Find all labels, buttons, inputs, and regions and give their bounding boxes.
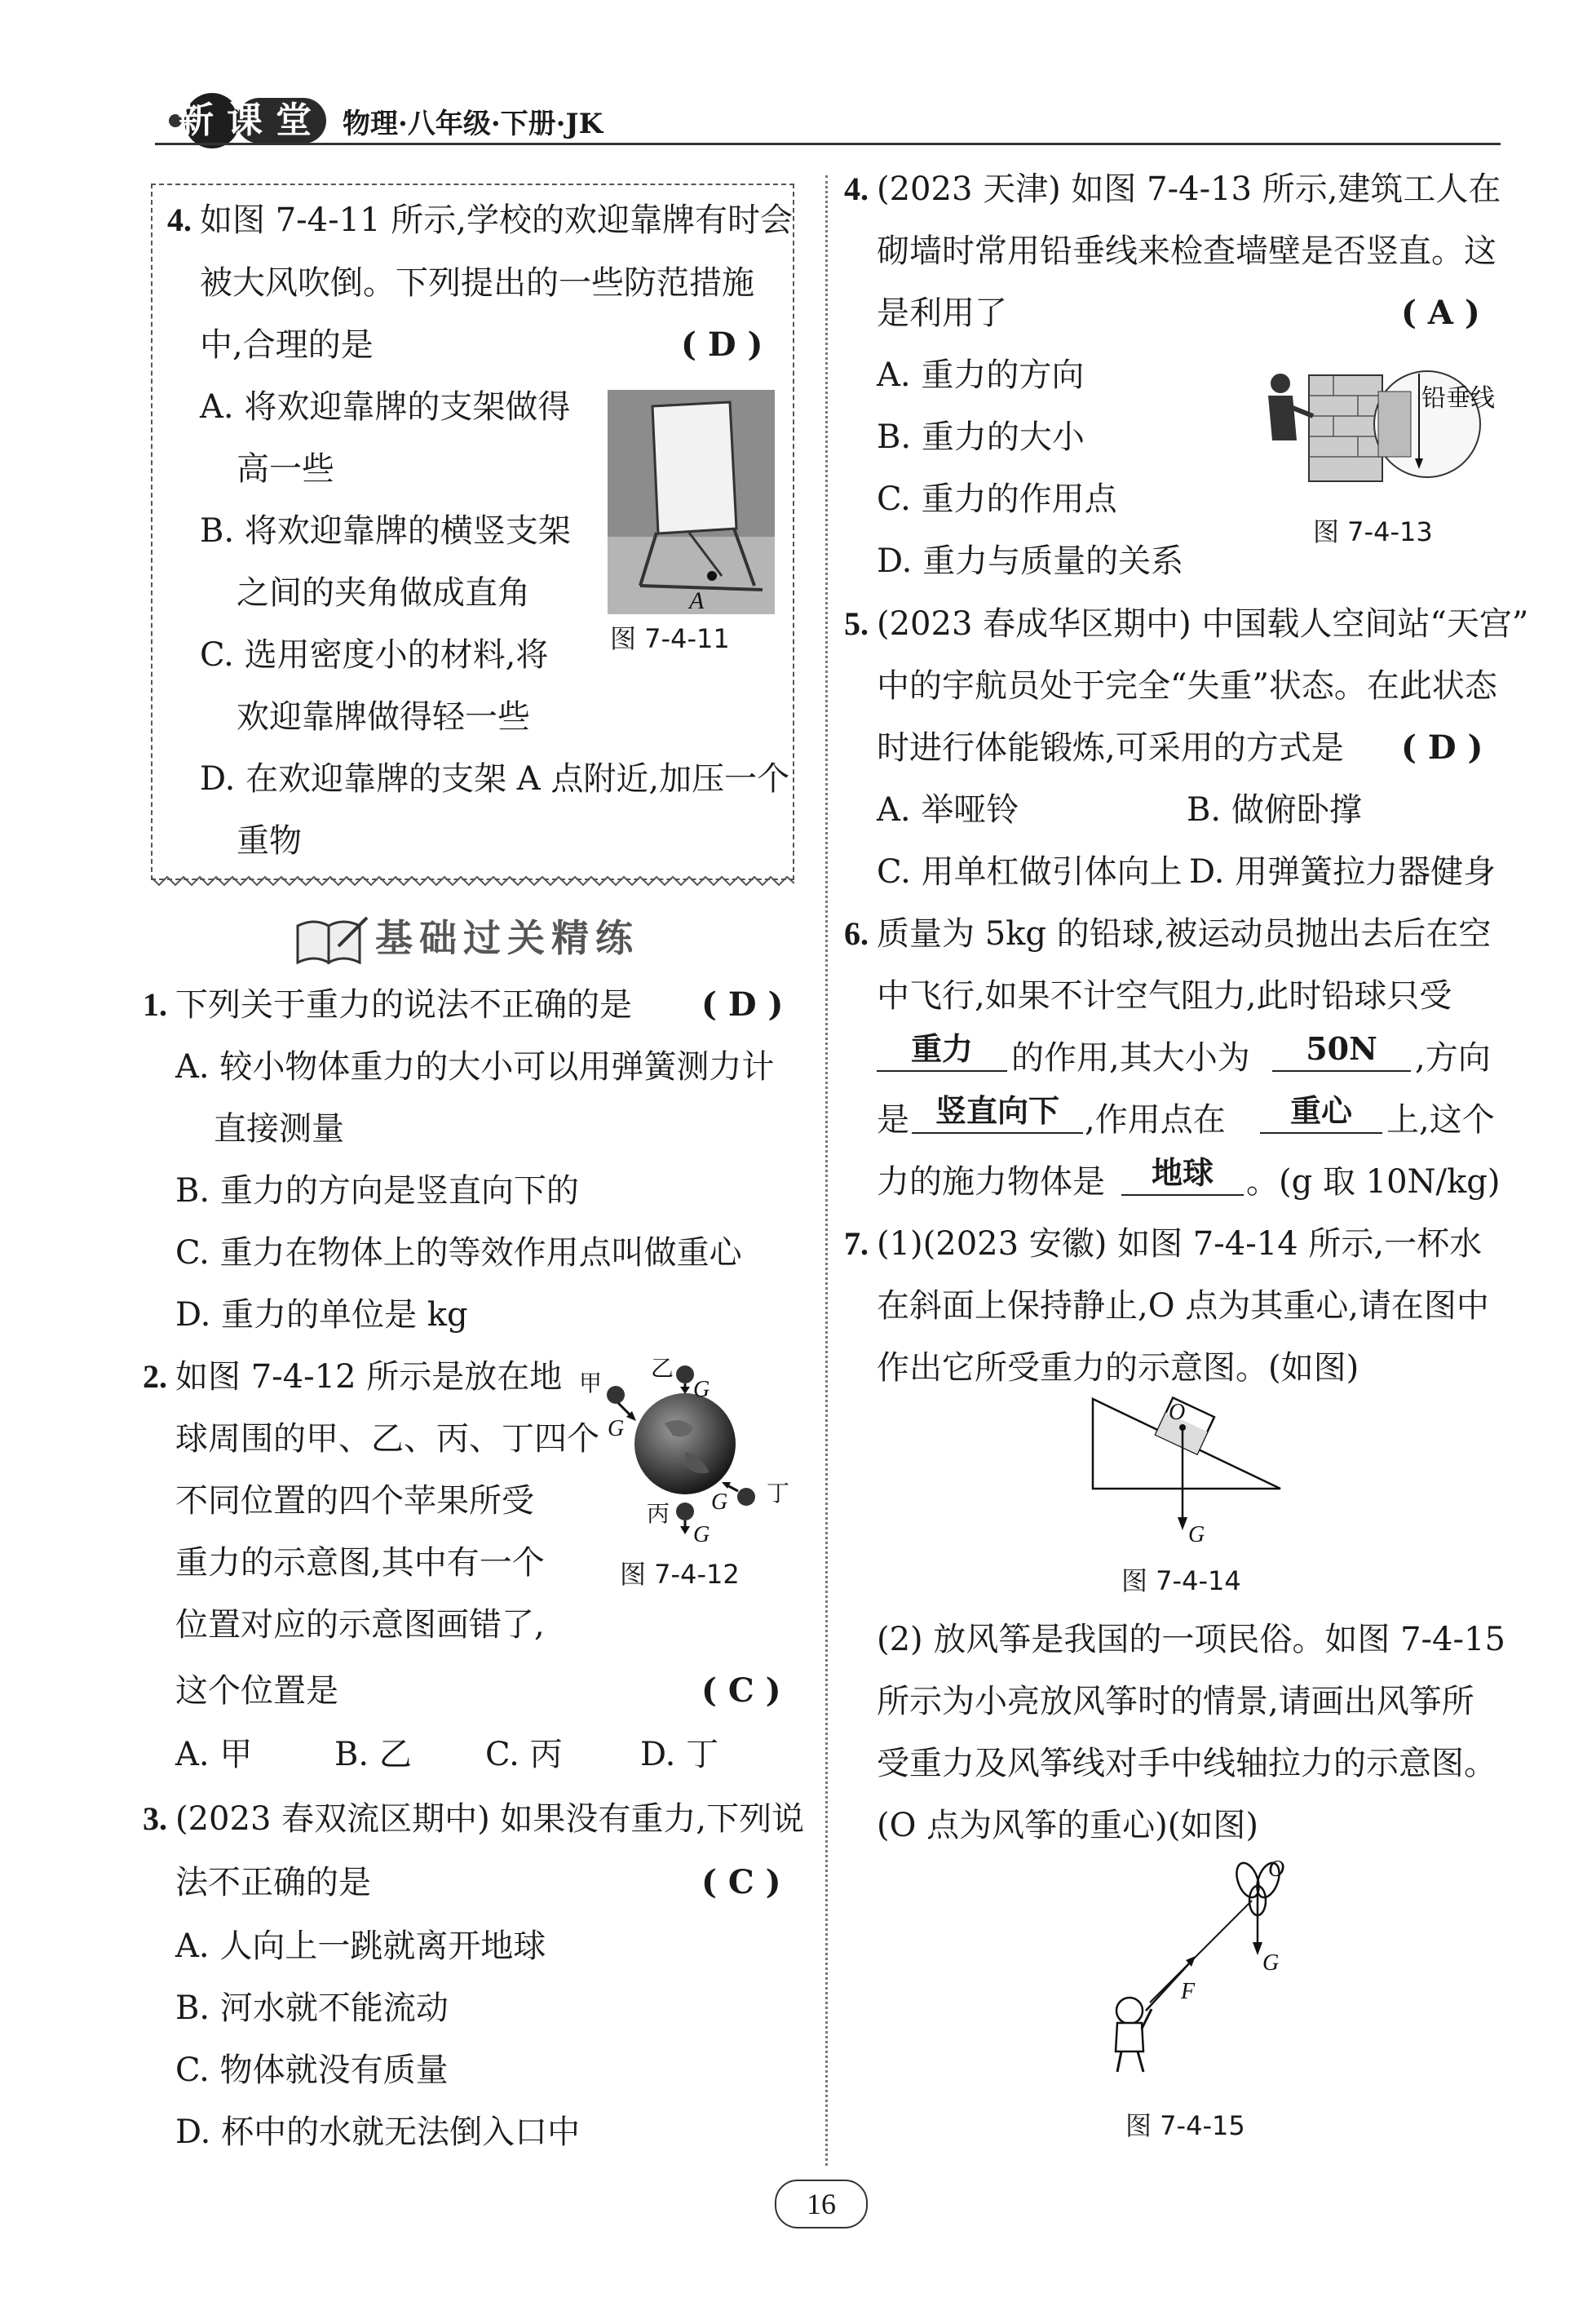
text-segment: 力的施力物体是 [877,1163,1105,1201]
option: A. 举哑铃 [877,791,1019,829]
svg-text:乙: 乙 [651,1358,674,1382]
column-divider [825,175,828,2166]
figure-caption: 图 7-4-14 [1121,1565,1241,1596]
book-info: 物理·八年级·下册·JK [343,108,603,140]
question-stem-line: 球周围的甲、乙、丙、丁四个 [175,1420,599,1458]
figure-caption: 图 7-4-15 [1125,2110,1245,2141]
option-line: 欢迎靠牌做得轻一些 [237,698,530,736]
fill-blank-4[interactable]: 重心 [1260,1091,1382,1134]
svg-text:G: G [711,1489,728,1515]
figure-7-4-15 [1085,1856,1305,2084]
figure-label: 铅垂线 [1421,384,1495,413]
figure-7-4-12 [571,1358,803,1546]
option: C. 丙 [485,1736,563,1773]
option-line: D. 在欢迎靠牌的支架 A 点附近,加压一个 [200,760,790,798]
page-number: 16 [775,2180,868,2228]
question-number: 4. [167,201,192,238]
question-stem-line: 被大风吹倒。下列提出的一些防范措施 [200,264,754,302]
question-stem-line: (O 点为风筝的重心)(如图) [877,1807,1258,1844]
figure-caption: 图 7-4-12 [620,1559,740,1590]
figure-7-4-14 [1089,1395,1301,1550]
logo-text: 新课堂 [178,100,325,141]
q4-box-zigzag-edge [151,874,794,883]
question-stem-line: 如图 7-4-11 所示,学校的欢迎靠牌有时会 [200,201,793,239]
svg-text:丁: 丁 [767,1480,790,1507]
option-line: 高一些 [237,450,334,488]
fill-blank-2[interactable]: 50N [1272,1029,1411,1072]
question-stem-line: 不同位置的四个苹果所受 [175,1482,534,1520]
option-line: D. 重力的单位是 kg [175,1296,468,1334]
svg-text:O: O [1268,1857,1285,1882]
svg-text:G: G [608,1416,625,1441]
answer-choice: ( A ) [1401,294,1480,332]
plumb-line-worker-diagram [1260,359,1505,489]
question-stem-line: 时进行体能锻炼,可采用的方式是 [877,729,1344,767]
fill-blank-5[interactable]: 地球 [1121,1153,1244,1196]
welcome-sign-photo [608,390,775,614]
question-stem-line: 作出它所受重力的示意图。(如图) [877,1349,1359,1387]
question-number: 2. [143,1358,167,1395]
earth-apples-diagram [571,1358,803,1546]
option-line: 直接测量 [214,1110,344,1148]
option-line: C. 重力的作用点 [877,480,1117,518]
option: B. 做俯卧撑 [1187,791,1362,829]
option: B. 乙 [334,1736,412,1773]
option-line: A. 将欢迎靠牌的支架做得 [200,388,571,426]
text-segment: 。(g 取 10N/kg) [1246,1163,1501,1201]
question-stem-line: 所示为小亮放风筝时的情景,请画出风筝所 [877,1683,1474,1720]
option-line: B. 重力的大小 [877,418,1085,456]
figure-caption: 图 7-4-13 [1313,516,1433,547]
question-stem-line: 如图 7-4-12 所示是放在地 [175,1358,563,1396]
section-banner [290,905,648,971]
option-line: C. 重力在物体上的等效作用点叫做重心 [175,1234,742,1272]
child-icon [1116,1998,1152,2072]
answer-choice: ( C ) [701,1671,781,1710]
apple-bing-icon [676,1503,694,1520]
figure-7-4-11 [608,390,775,614]
option-line: A. 重力的方向 [877,356,1085,394]
question-stem: 下列关于重力的说法不正确的是 [175,986,632,1024]
question-stem-line: 受重力及风筝线对手中线轴拉力的示意图。 [877,1745,1497,1782]
header-rule [155,143,1501,145]
apple-jia-icon [607,1386,625,1404]
question-stem-line: 位置对应的示意图画错了, [175,1606,545,1644]
svg-text:G: G [693,1522,710,1546]
figure-7-4-13 [1260,359,1505,489]
option: C. 用单杠做引体向上 [877,853,1183,891]
svg-text:O: O [1169,1400,1186,1425]
option-line: D. 重力与质量的关系 [877,542,1184,580]
question-stem-line: 砌墙时常用铅垂线来检查墙壁是否竖直。这 [877,232,1497,270]
option-line: B. 将欢迎靠牌的横竖支架 [200,512,571,550]
question-stem-line: (1)(2023 安徽) 如图 7-4-14 所示,一杯水 [877,1225,1483,1263]
option-line: 之间的夹角做成直角 [237,574,530,612]
text-segment: ,方向 [1415,1039,1491,1077]
open-book-icon [290,905,371,971]
fill-blank-3[interactable]: 竖直向下 [912,1091,1083,1134]
question-stem-line: 中,合理的是 [200,326,374,364]
option-line: B. 河水就不能流动 [175,1989,449,2027]
text-segment: ,作用点在 [1085,1101,1226,1139]
svg-text:G: G [1262,1950,1280,1976]
question-stem-line: (2023 天津) 如图 7-4-13 所示,建筑工人在 [877,170,1501,208]
option-line: A. 人向上一跳就离开地球 [175,1927,546,1965]
figure-label: A [689,587,705,614]
option-line: C. 物体就没有质量 [175,2051,449,2089]
question-number: 5. [844,605,869,642]
text-segment: 的作用,其大小为 [1011,1039,1250,1077]
question-stem-line: 是利用了 [877,294,1007,332]
text-segment: 上,这个 [1386,1101,1495,1139]
text-segment: 是 [877,1101,909,1139]
question-stem-line: 这个位置是 [175,1672,338,1710]
svg-text:F: F [1181,1979,1196,2004]
option-line: D. 杯中的水就无法倒入口中 [175,2113,581,2151]
question-number: 7. [844,1225,869,1262]
question-stem-line: (2) 放风筝是我国的一项民俗。如图 7-4-15 [877,1621,1505,1658]
figure-caption: 图 7-4-11 [610,623,730,654]
question-stem-line: 中的宇航员处于完全“失重”状态。在此状态 [877,667,1497,705]
fill-blank-1[interactable]: 重力 [877,1029,1007,1072]
option-line: C. 选用密度小的材料,将 [200,636,549,674]
kite-flying-diagram [1085,1856,1305,2084]
worker-icon [1271,374,1290,393]
question-number: 6. [844,915,869,952]
earth-icon [634,1393,736,1494]
question-stem-line: 重力的示意图,其中有一个 [175,1544,545,1582]
option-line: A. 较小物体重力的大小可以用弹簧测力计 [175,1048,775,1086]
svg-text:甲: 甲 [579,1370,603,1396]
question-stem-line: (2023 春双流区期中) 如果没有重力,下列说 [175,1800,805,1838]
question-stem-line: (2023 春成华区期中) 中国载人空间站“天宫” [877,605,1529,643]
answer-choice: ( D ) [701,985,784,1024]
question-number: 4. [844,170,869,207]
question-number: 3. [143,1800,167,1837]
svg-text:G: G [693,1377,710,1402]
option: A. 甲 [175,1736,253,1773]
section-title: 基础过关精练 [375,916,639,960]
question-stem-line: 在斜面上保持静止,O 点为其重心,请在图中 [877,1287,1489,1325]
cup-on-incline-diagram [1089,1395,1301,1550]
option: D. 用弹簧拉力器健身 [1189,853,1497,891]
question-number: 1. [143,986,167,1023]
svg-text:丙: 丙 [647,1500,670,1527]
apple-yi-icon [676,1365,694,1383]
question-stem-line: 中飞行,如果不计空气阻力,此时铅球只受 [877,977,1452,1015]
option-line: B. 重力的方向是竖直向下的 [175,1172,579,1210]
apple-ding-icon [737,1488,755,1506]
question-stem-line: 法不正确的是 [175,1864,371,1901]
question-stem-line: 质量为 5kg 的铅球,被运动员抛出去后在空 [877,915,1492,953]
answer-choice: ( D ) [1401,728,1483,767]
option-line: 重物 [237,822,302,860]
answer-choice: ( C ) [701,1863,781,1901]
option: D. 丁 [640,1736,719,1773]
svg-text:G: G [1188,1522,1205,1547]
answer-choice: ( D ) [681,325,763,364]
